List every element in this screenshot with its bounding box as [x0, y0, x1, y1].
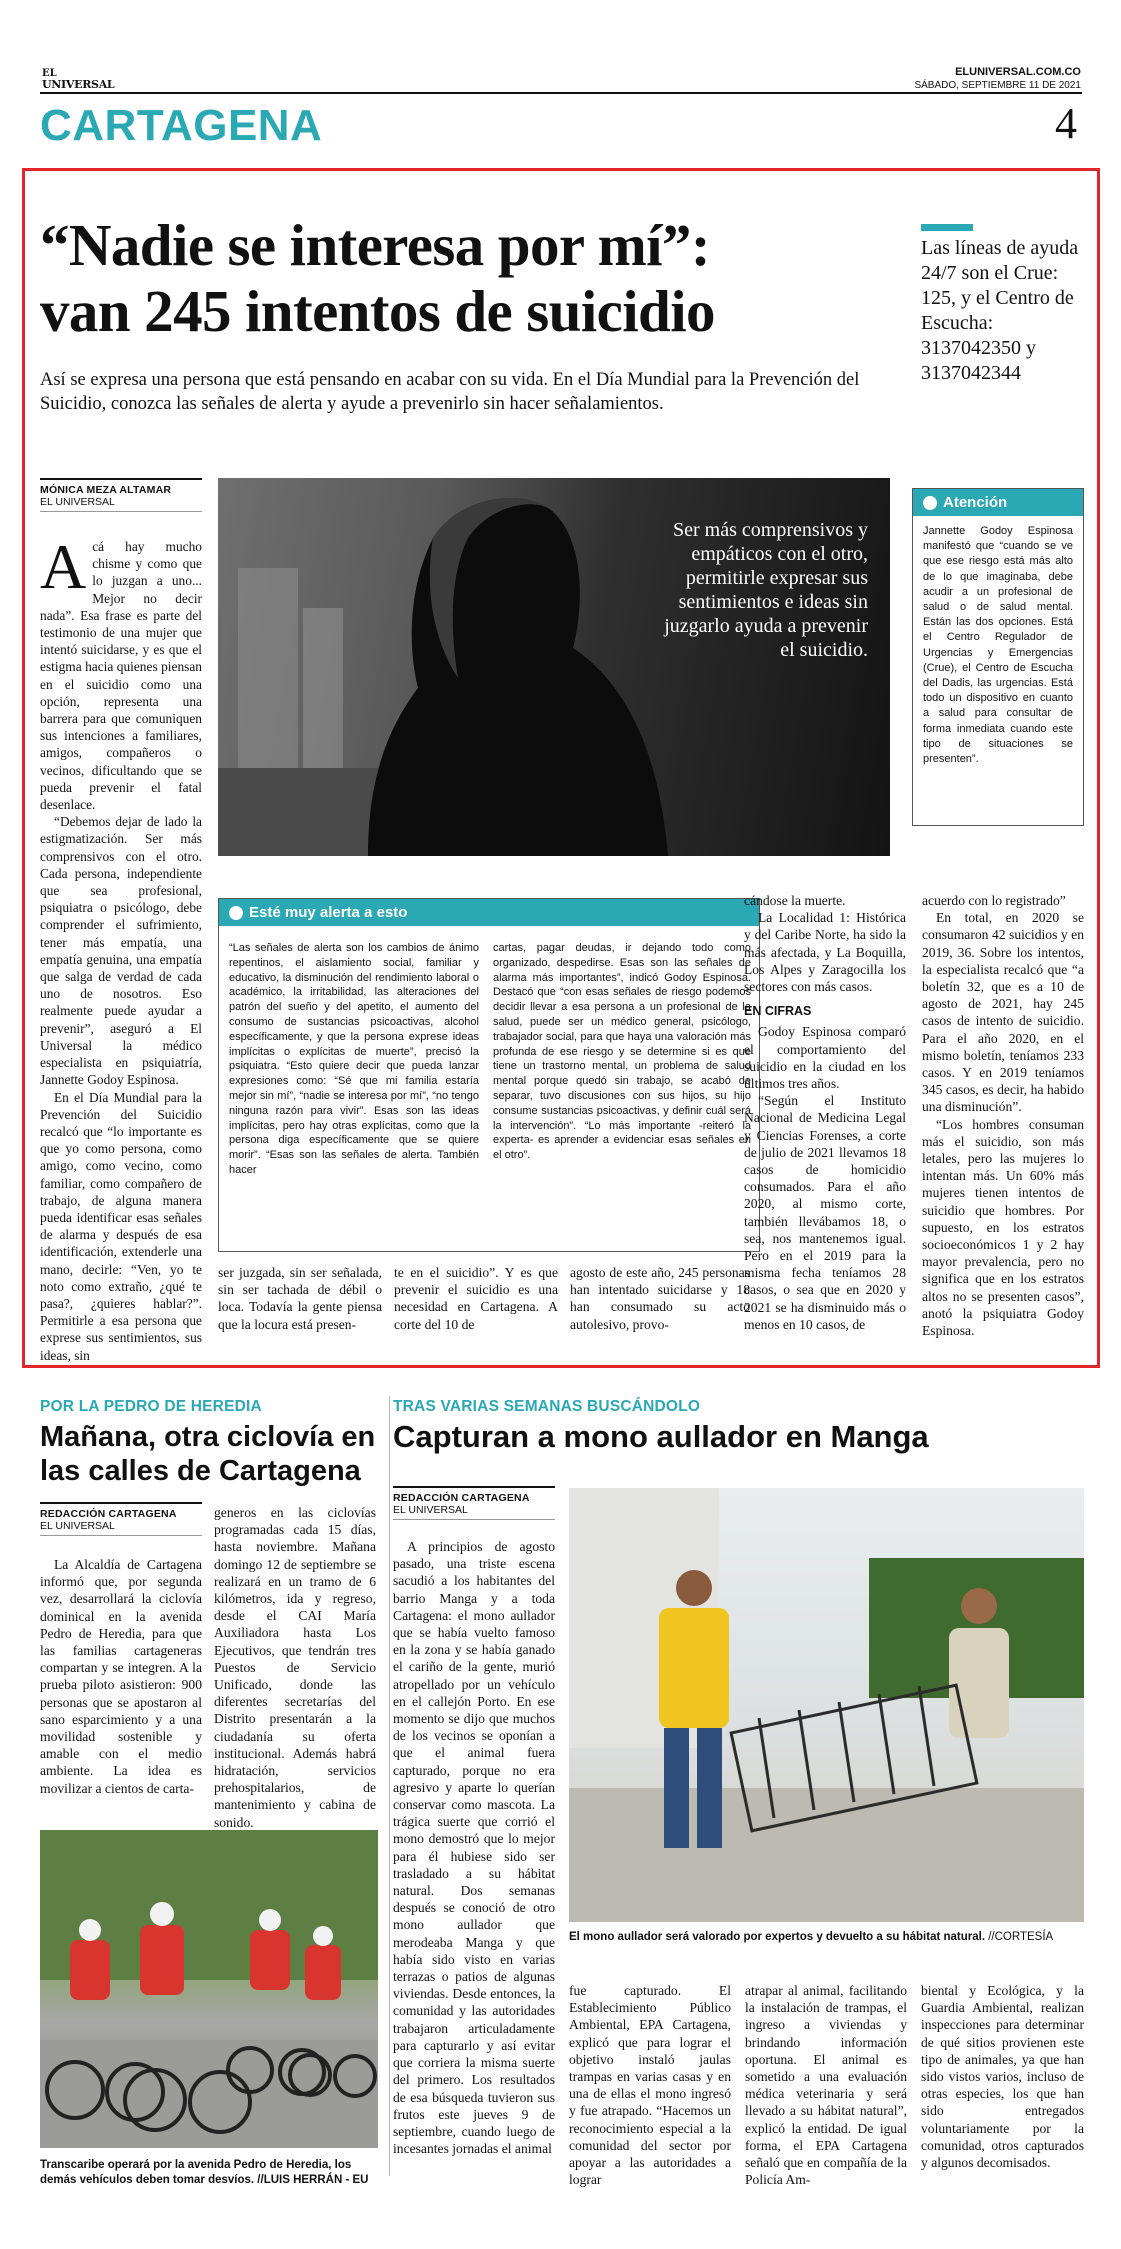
- section-title: CARTAGENA: [40, 101, 323, 150]
- ciclovia-headline: Mañana, otra ciclovía en las calles de Cartagena: [40, 1421, 376, 1487]
- main-column-4: agosto de este año, 245 personas han intentado suicidarse y 18 han consumado su acto autolesivo, provo-: [570, 1265, 750, 1332]
- mono-column-4: biental y Ecológica, y la Guardia Ambiental, realizan inspecciones para determinar de qué sitios provienen este tipo de animales, ya que han sido vistos varios, incluso de otras especies, los que han sido entregados voluntariamente por la comunidad, otros capturados y algunos decomisados.: [921, 1983, 1084, 2171]
- main-headline: “Nadie se interesa por mí”: van 245 intentos de suicidio: [40, 212, 715, 344]
- edition-date: SÁBADO, SEPTIEMBRE 11 DE 2021: [914, 80, 1081, 91]
- main-byline: MÓNICA MEZA ALTAMAR EL UNIVERSAL: [40, 478, 202, 512]
- subhead-en-cifras: EN CIFRAS: [744, 1004, 812, 1019]
- main-column-6: acuerdo con lo registrado” En total, en 2020 se consumaron 42 suicidios y en 2019, 36. Sobre los intentos, la especialista recalcó que “a boletín 32, que es a 10 de agosto de 2021, hay 245 casos de intento de suicidio. Para el año 2020, en el mismo boletín, teníamos 233 casos. Y en 2019 teníamos 345 casos, es decir, ha habido una disminución”. “Los hombres consuman más el suicidio, son más letales, pero las mujeres lo intentan más. Un 60% más mujeres tienen intentos de suicidio que hombres. Por supuesto, en los estratos socioeconómicos 1 y 2 hay mayor prevalencia, pero no significa que en los estratos altos no se presenten casos”, anotó la psiquiatra Godoy Espinosa.: [922, 893, 1084, 1339]
- attention-box-header: Atención: [913, 489, 1083, 516]
- main-column-2: ser juzgada, sin ser señalada, sin ser tachada de débil o loca. Todavía la gente piensa que la locura está presen-: [218, 1265, 382, 1332]
- masthead-rule: [40, 92, 1082, 94]
- ciclovia-photo: [40, 1830, 378, 2148]
- drop-cap: A: [40, 531, 87, 602]
- ciclovia-byline: REDACCIÓN CARTAGENA EL UNIVERSAL: [40, 1502, 202, 1536]
- ciclovia-column-1: La Alcaldía de Cartagena informó que, por segunda vez, desarrollará la ciclovía dominical en la avenida Pedro de Heredia, para que las familias cartageneras compartan y se integren. A la prueba piloto asistieron: 900 personas que se apostaron al sano esparcimiento y a una movilidad sostenible y amable con el medio ambiente. La idea es movilizar a cientos de carta-: [40, 1557, 202, 1796]
- main-photo: [218, 478, 890, 856]
- ciclovia-column-2: generos en las ciclovías programadas cada 15 días, hasta noviembre. Mañana domingo 12 de septiembre se realizará en un tramo de 6 kilómetros, ida y regreso, desde el CAI María Auxiliadora hasta Los Ejecutivos, que tendrán tres Puestos de Servicio Unificado, donde las diferentes secretarías del Distrito presentarán a la ciudadanía su oferta institucional. Además habrá hidratación, servicios prehospitalarios, de mantenimiento y cabina de sonido.: [214, 1505, 376, 1830]
- alert-box-col1: “Las señales de alerta son los cambios de ánimo repentinos, el aislamiento social, familiar y educativo, la disminución del rendimiento laboral o académico, la irritabilidad, las alteraciones del patrón del sueño y del apetito, el aumento del consumo de sustancias psicoactivas, alcohol específicamente, y que la persona exprese ideas implícitas o explícitas de muerte”, precisó la psiquiatra. “Esto quiere decir que pueda lanzar expresiones como: “Sé que mi familia estaría mejor sin mí”, “nadie se interesa por mí”, “no tengo ninguna razón para vivir”. Esas son las ideas implícitas, pero hay otras explícitas, como que la persona diga específicamente que se quiere morir”. “Esas son las señales de alerta. También hacer: [229, 942, 479, 1176]
- mono-photo: [569, 1488, 1084, 1922]
- main-column-1: Acá hay mucho chisme y como que lo juzgan a uno... Mejor no decir nada”. Esa frase es parte del testimonio de una mujer que intentó suicidarse, y es que el estigma hacia quienes piensan en el suicidio como una opción, representa una barrera para que comuniquen sus intenciones a familiares, amigos, compañeros o vecinos, dificultando que se pueda prevenir el fatal desenlace. “Debemos dejar de lado la estigmatización. Ser más comprensivos con el otro. Cada persona, independiente que sea profesional, psiquiatra o psicólogo, debe comprender el sufrimiento, tener más empatía, una empatía genuina, una empatía que salga de verdad de cada uno de nosotros. Eso realmente puede ayudar a prevenir”, aseguró a El Universal la médico especialista en psiquiatría, Jannette Godoy Espinosa. En el Día Mundial para la Prevención del Suicidio recalcó que “lo importante es que yo como persona, como amigo, como vecino, como familiar, como compañero de trabajo, de alguna manera pueda identificar esas señales de alarma y después de esa identificación, extenderle una mano, decirle: “Ven, yo te noto como extraño, ¿qué te pasa?, ¿quieres hablar?”. Permitirle a esa persona que exprese sus sentimientos, sus ideas, sin: [40, 531, 202, 1363]
- alert-box-col2: cartas, pagar deudas, ir dejando todo como organizado, despedirse. Esas son las señales de alarma más importantes”, indicó Godoy Espinosa. Destacó que “con esas señales de riesgo podemos decidir llevar a esa persona a un profesional de la salud, puede ser un médico general, psicólogo, trabajador social, para que haya una valoración más profunda de ese riesgo y se determine si es que tiene un trastorno mental, un problema de salud mental porque quedó sin trabajo, se acabó de separar, tuvo discusiones con sus hijos, su hijo consume sustancias psicoactivas, y definir cuál será la intervención”. “Lo más importante -reiteró la experta- es aprender a evidenciar esas señales en el otro”.: [493, 942, 751, 1162]
- monkey-capture-illustration: [569, 1488, 1084, 1922]
- masthead-logo: EL UNIVERSAL: [42, 68, 115, 91]
- mono-headline: Capturan a mono aullador en Manga: [393, 1419, 929, 1454]
- main-dek: Así se expresa una persona que está pensando en acabar con su vida. En el Día Mundial para la Prevención del Suicidio, conozca las señales de alerta y ayude a prevenirlo sin hacer señalamientos.: [40, 370, 860, 414]
- mono-byline: REDACCIÓN CARTAGENA EL UNIVERSAL: [393, 1486, 555, 1520]
- ciclovia-kicker: POR LA PEDRO DE HEREDIA: [40, 1398, 262, 1415]
- mono-caption: El mono aullador será valorado por expertos y devuelto a su hábitat natural. //CORTESÍA: [569, 1931, 1054, 1943]
- info-dot-icon: [923, 496, 937, 510]
- mono-column-2: fue capturado. El Establecimiento Público Ambiental, EPA Cartagena, explicó que para lograr el objetivo instaló jaulas trampas en varias casas y en una de ellas el mono ingresó y fue atrapado. “Hacemos un reconocimiento especial a la comunidad del sector por apoyar a las autoridades a lograr: [569, 1983, 731, 2188]
- alert-box: [218, 898, 760, 1252]
- mono-column-1: A principios de agosto pasado, una triste escena sacudió a los habitantes del barrio Manga y a toda Cartagena: el mono aullador que se había vuelto famoso en la zona y se había ganado el cariño de la gente, murió atropellado por un vehículo en el callejón Porto. En ese momento se dijo que muchos de los vecinos se oponían a que el animal fuera capturado, porque no era agresivo y aparte lo querían conservar como mascota. La trágica suerte que corrió el mono demostró que lo mejor para él hubiese sido ser trasladado a su hábitat natural. Dos semanas después se conoció de otro mono aullador que merodeaba Manga y que había sido visto en varias terrazas o patios de algunas viviendas. Desde entonces, la comunidad y las autoridades trabajaron articuladamente para capturarlo y así evitar que corriera la misma suerte del primero. Los resultados de esa búsqueda tuvieron sus frutos este jueves 9 de septiembre, cuando luego de incesantes jornadas el animal: [393, 1539, 555, 2157]
- alert-dot-icon: [229, 906, 243, 920]
- main-column-5: cándose la muerte. La Localidad 1: Histórica y del Caribe Norte, ha sido la más afectada, y La Boquilla, Los Alpes y Zaragocilla los sectores con más casos. EN CIFRAS Godoy Espinosa comparó el comportamiento del suicidio en la ciudad en los últimos tres años. “Según el Instituto Nacional de Medicina Legal y Ciencias Forenses, a corte de julio de 2021 llevamos 18 casos de homicidio consumados. Para el año 2020, al mismo corte, también llevábamos 18, o sea, nos mantenemos igual. Pero en el 2019 para la misma fecha teníamos 28 casos, o sea que en 2020 y 2021 se ha disminuido más o menos en 10 casos, de: [744, 893, 906, 1332]
- attention-box: [912, 488, 1084, 826]
- sidebar-accent: [921, 224, 973, 231]
- mono-kicker: TRAS VARIAS SEMANAS BUSCÁNDOLO: [393, 1398, 701, 1415]
- site-url: ELUNIVERSAL.COM.CO: [955, 66, 1081, 78]
- ciclovia-caption: Transcaribe operará por la avenida Pedro de Heredia, los demás vehículos deben tomar desvíos. //LUIS HERRÁN - EU: [40, 2159, 369, 2186]
- helpline-note: Las líneas de ayuda 24/7 son el Crue: 125, y el Centro de Escucha: 3137042350 y 3137042344: [921, 237, 1079, 384]
- alert-box-header: Esté muy alerta a esto: [219, 899, 759, 926]
- mono-column-3: atrapar al animal, facilitando la instalación de trampas, el ingreso a viviendas y brindando información oportuna. El animal es sometido a una evaluación médica veterinaria y será llevado a su hábitat natural”, explicó la entidad. De igual forma, el EPA Cartagena señaló que en compañía de la Policía Am-: [745, 1983, 907, 2188]
- attention-box-text: Jannette Godoy Espinosa manifestó que “cuando se ve que ese riesgo está más alto de lo que imaginaba, debe acudir a un profesional de salud o de salud mental. Están las dos opciones. Está el Centro Regulador de Urgencias y Emergencias (Crue), el Centro de Escucha del Dadis, las urgencias. Está todo un dispositivo en cuanto a salud para consultar de forma inmediata cuando este tipo de situaciones se presenten”.: [923, 525, 1073, 766]
- main-column-3: te en el suicidio”. Y es que prevenir el suicidio es una necesidad en Cartagena. A corte del 10 de: [394, 1265, 558, 1332]
- page-number: 4: [1055, 99, 1077, 148]
- cyclists-illustration: [40, 1830, 378, 2148]
- photo-pull-quote: Ser más comprensivos y empáticos con el otro, permitirle expresar sus sentimientos e ideas sin juzgarlo ayuda a prevenir el suicidio.: [664, 519, 868, 661]
- column-divider: [389, 1396, 390, 2176]
